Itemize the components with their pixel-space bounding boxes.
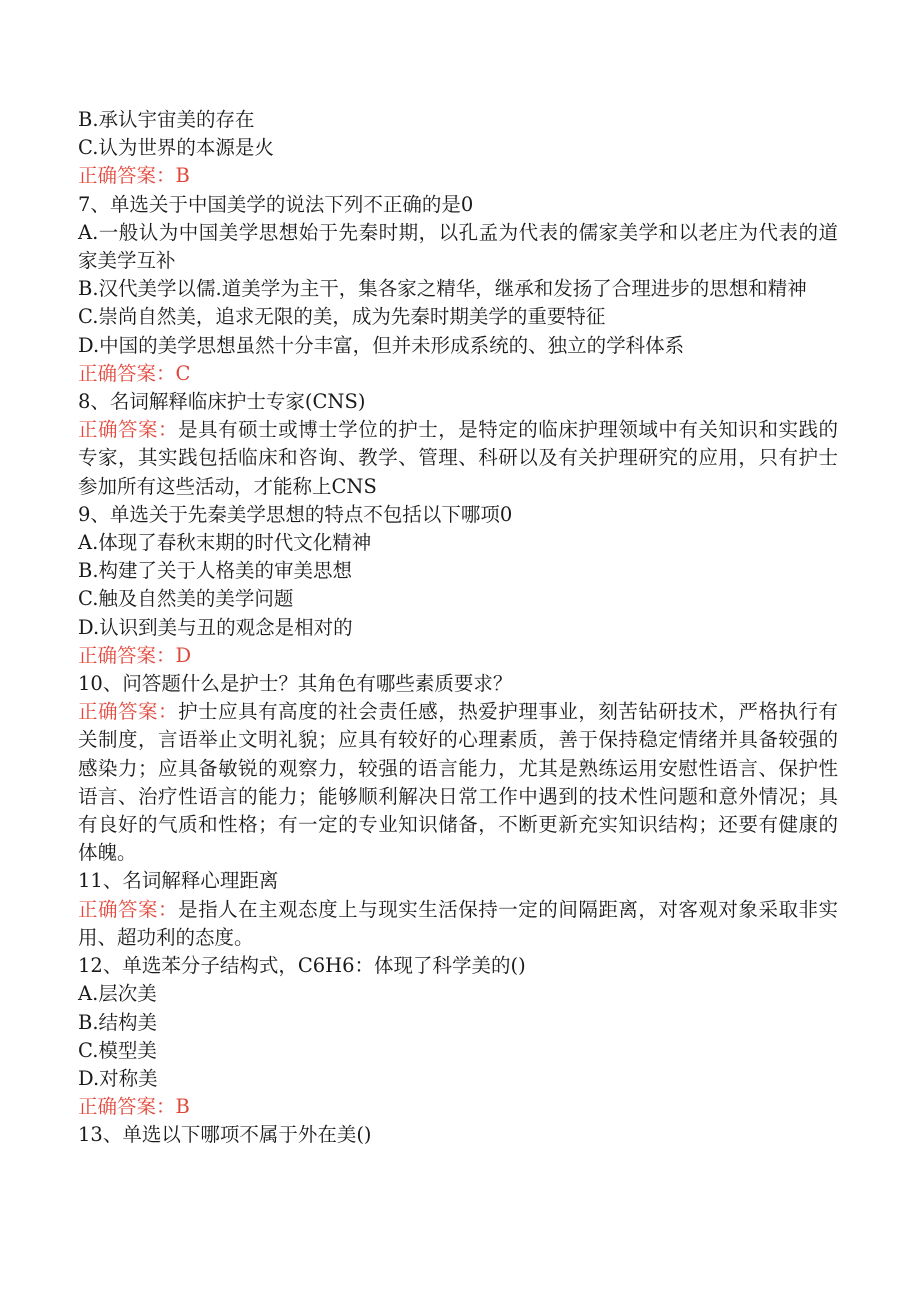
option-c: C.认为世界的本源是火 — [78, 136, 274, 160]
answer-value: B — [175, 164, 190, 188]
option-b: B.结构美 — [78, 1010, 158, 1034]
question-title: 12、单选苯分子结构式，C6H6：体现了科学美的() — [78, 954, 526, 978]
question-title: 11、名词解释心理距离 — [78, 869, 279, 893]
option-c: C.模型美 — [78, 1038, 157, 1062]
answer-paragraph — [78, 416, 838, 501]
option-d: D.中国的美学思想虽然十分丰富，但并未形成系统的、独立的学科体系 — [78, 333, 685, 357]
option-d: D.认识到美与丑的观念是相对的 — [78, 615, 353, 639]
answer-text: 是指人在主观态度上与现实生活保持一定的间隔距离，对客观对象采取非实用、超功利的态度。 — [78, 897, 838, 949]
answer-paragraph — [78, 896, 838, 952]
question-title: 13、单选以下哪项不属于外在美() — [78, 1123, 372, 1147]
option-d: D.对称美 — [78, 1066, 158, 1090]
answer-value: C — [175, 361, 191, 385]
answer-label: 正确答案： — [78, 643, 176, 667]
answer-label: 正确答案： — [78, 897, 179, 921]
question-title: 7、单选关于中国美学的说法下列不正确的是0 — [78, 192, 474, 216]
answer-line — [78, 1093, 838, 1121]
option-b: B.承认宇宙美的存在 — [78, 108, 255, 131]
option-b: B.构建了关于人格美的审美思想 — [78, 559, 353, 583]
answer-label: 正确答案： — [78, 1095, 176, 1119]
answer-value: D — [175, 643, 192, 667]
option-a: A.一般认为中国美学思想始于先秦时期，以孔孟为代表的儒家美学和以老庄为代表的道家美学互补 — [78, 220, 838, 273]
answer-label: 正确答案： — [78, 361, 176, 385]
answer-line — [78, 360, 838, 388]
answer-label: 正确答案： — [78, 700, 179, 724]
option-b: B.汉代美学以儒.道美学为主干，集各家之精华，继承和发扬了合理进步的思想和精神 — [78, 277, 807, 301]
option-c: C.触及自然美的美学问题 — [78, 587, 294, 611]
document-page — [78, 106, 838, 1150]
answer-label: 正确答案： — [78, 418, 179, 442]
question-title: 9、单选关于先秦美学思想的特点不包括以下哪项0 — [78, 502, 513, 526]
answer-line — [78, 162, 838, 190]
question-title: 10、问答题什么是护士？其角色有哪些素质要求？ — [78, 672, 513, 696]
option-a: A.体现了春秋末期的时代文化精神 — [78, 531, 372, 555]
option-c: C.崇尚自然美，追求无限的美，成为先秦时期美学的重要特征 — [78, 305, 606, 329]
question-title: 8、名词解释临床护士专家(CNS) — [78, 390, 366, 414]
answer-label: 正确答案： — [78, 164, 176, 188]
option-a: A.层次美 — [78, 982, 157, 1006]
answer-paragraph — [78, 698, 838, 867]
answer-text: 是具有硕士或博士学位的护士，是特定的临床护理领域中有关知识和实践的专家，其实践包括临床和咨询、教学、管理、科研以及有关护理研究的应用，只有护士参加所有这些活动，才能称上CNS — [78, 418, 838, 498]
answer-value: B — [175, 1095, 190, 1119]
answer-line — [78, 642, 838, 670]
answer-text: 护士应具有高度的社会责任感，热爱护理事业，刻苦钻研技术，严格执行有关制度，言语举止文明礼貌；应具有较好的心理素质，善于保持稳定情绪并具备较强的感染力；应具备敏锐的观察力，较强的语言能力，尤其是熟练运用安慰性语言、保护性语言、治疗性语言的能力；能够顺利解决日常工作中遇到的技术性问题和意外情况；具有良好的气质和性格；有一定的专业知识储备，不断更新充实知识结构；还要有健康的体魄。 — [78, 700, 838, 865]
